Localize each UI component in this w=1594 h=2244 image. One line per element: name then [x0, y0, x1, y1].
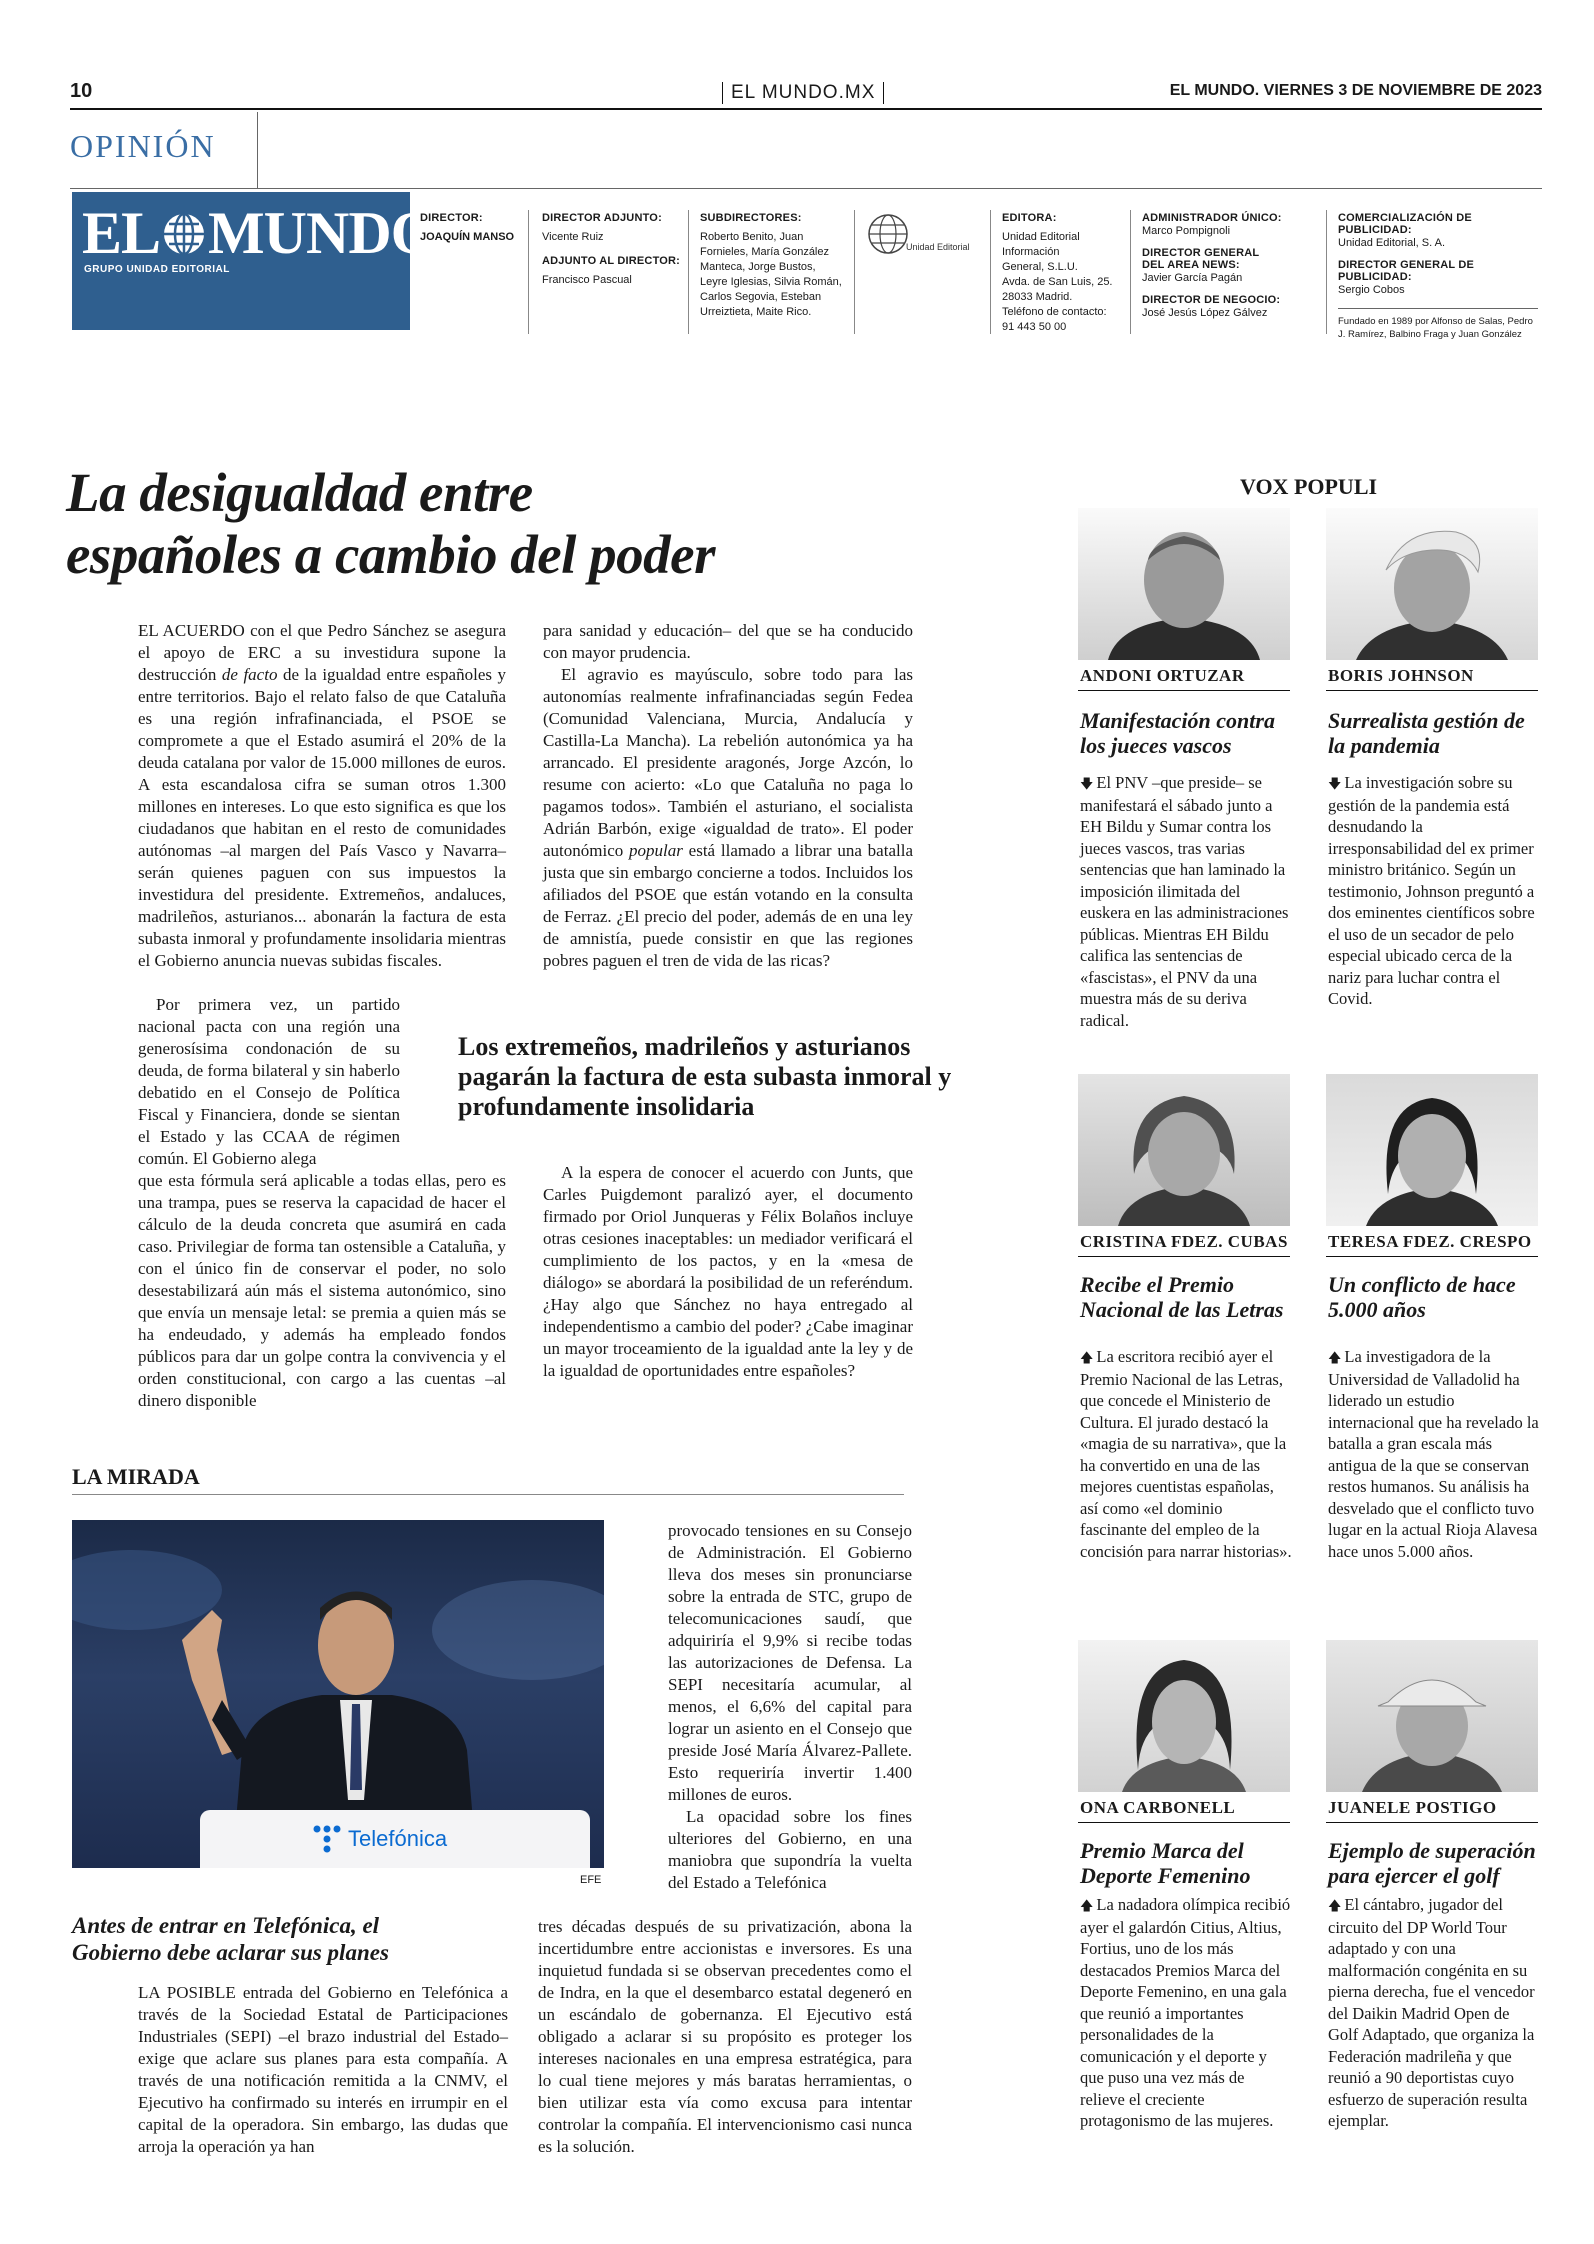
masthead-logo — [72, 192, 437, 330]
pull-quote: Los extremeños, madrileños y asturianos pagarán la factura de esta subasta inmoral y profundamente insolidaria — [458, 1032, 952, 1121]
adjunto-dir-name: Francisco Pascual — [542, 274, 632, 286]
mirada-headline-line: Antes de entrar en Telefónica, el — [72, 1913, 380, 1938]
fundado-line: Fundado en 1989 por Alfonso de Salas, Pedro — [1338, 316, 1533, 327]
arrow-up-icon: 🡅 — [1080, 1350, 1094, 1365]
page-number: 10 — [70, 80, 93, 102]
editorial-headline — [66, 462, 966, 586]
vox-photo-postigo — [1326, 1640, 1538, 1792]
subdirectores-line: Carlos Segovia, Esteban — [700, 291, 822, 303]
subdirectores-label: SUBDIRECTORES: — [700, 212, 802, 224]
vox-text-postigo — [1328, 1894, 1540, 2132]
editorial-col1-b — [138, 994, 400, 1170]
vox-body: La investigación sobre su gestión de la pandemia está desnudando la irresponsabilidad del ex primer ministro británico. Según un testimonio, Johnson preguntó a dos eminentes científicos sobre el uso de un secador de pelo especial ubicado cerca de la nariz para luchar contra el Covid. — [1328, 773, 1535, 1008]
vox-rule — [1326, 1822, 1538, 1823]
vox-name-carbonell: ONA CARBONELL — [1080, 1798, 1236, 1817]
mirada-col2-a — [668, 1520, 912, 1894]
editora-line: Unidad Editorial — [1002, 231, 1080, 243]
arrow-down-icon: 🡇 — [1080, 776, 1094, 791]
logo-left: EL — [82, 200, 161, 266]
logo-right: MUNDO — [208, 200, 437, 266]
editora-line: 28033 Madrid. — [1002, 291, 1073, 303]
subdirectores-line: Fornieles, María González — [700, 246, 829, 258]
vox-text-johnson — [1328, 772, 1540, 1010]
masthead-adjunto — [542, 212, 682, 288]
vox-name-postigo: JUANELE POSTIGO — [1328, 1798, 1497, 1817]
mirada-col1 — [138, 1982, 508, 2158]
dg-pub-label: DIRECTOR GENERAL DE PUBLICIDAD: — [1338, 259, 1475, 283]
masthead-divider-6 — [1326, 210, 1327, 334]
editorial-paragraph — [543, 664, 913, 972]
vox-body: El cántabro, jugador del circuito del DP World Tour adaptado y con una malformación congénita en su pierna derecha, fue el vencedor del Daikin Madrid Open de Golf Adaptado, que organiza la Federación madrileña y que reunió a 90 deportistas cuyo esfuerzo de superación resulta ejemplar. — [1328, 1895, 1535, 2130]
masthead-admin — [1142, 212, 1322, 321]
masthead-divider-3 — [854, 210, 855, 334]
telefonica-sign: Telefónica — [348, 1826, 448, 1851]
vox-photo-crespo — [1326, 1074, 1538, 1226]
headline-line-2: españoles a cambio del poder — [66, 524, 715, 585]
dg-news-label-2: DEL AREA NEWS: — [1142, 259, 1240, 271]
lead-in: EL ACUERDO — [138, 621, 245, 640]
masthead-divider-5 — [1130, 210, 1131, 334]
vox-text-carbonell — [1080, 1894, 1292, 2132]
negocio-name: José Jesús López Gálvez — [1142, 307, 1268, 319]
vox-rule — [1326, 690, 1538, 691]
text-span: entrada del Gobierno en Telefónica a través de la Sociedad Estatal de Participaciones Industriales (SEPI) –el brazo industrial del Estado– exige que aclare sus planes para esta compañía. A través de una notificación remitida a la CNMV, el Ejecutivo ha confirmado su interés en irrumpir en el capital de la operadora. Sin embargo, las dudas que arroja la operación ya han — [138, 1983, 508, 2156]
dg-news-name: Javier García Pagán — [1142, 272, 1243, 284]
globe-icon — [162, 201, 206, 245]
mirada-paragraph — [138, 1982, 508, 2158]
site-name — [722, 82, 884, 104]
vox-name-ortuzar: ANDONI ORTUZAR — [1080, 666, 1245, 685]
text-span: con el que Pedro Sánchez se asegura el apoyo de ERC a su investidura supone la destrucción — [138, 621, 506, 684]
director-label: DIRECTOR: — [420, 212, 483, 224]
vox-text-crespo — [1328, 1346, 1540, 1562]
vox-name-crespo: TERESA FDEZ. CRESPO — [1328, 1232, 1532, 1251]
admin-label: ADMINISTRADOR ÚNICO: — [1142, 212, 1282, 224]
editora-line: Teléfono de contacto: — [1002, 306, 1107, 318]
header-rule — [70, 108, 1542, 110]
section-rule — [70, 188, 1542, 189]
vox-rule — [1326, 1256, 1538, 1257]
vox-title-ortuzar: Manifestación contra los jueces vascos — [1080, 708, 1275, 758]
editora-line: Avda. de San Luis, 25. — [1002, 276, 1113, 288]
vox-name-johnson: BORIS JOHNSON — [1328, 666, 1474, 685]
masthead-director — [420, 212, 528, 245]
editorial-col2-b — [543, 1162, 913, 1382]
masthead-divider-2 — [688, 210, 689, 334]
vox-title-carbonell: Premio Marca del Deporte Femenino — [1080, 1838, 1251, 1888]
negocio-label: DIRECTOR DE NEGOCIO: — [1142, 294, 1281, 306]
comercial-name: Unidad Editorial, S. A. — [1338, 237, 1446, 249]
arrow-up-icon: 🡅 — [1080, 1898, 1094, 1913]
adjunto-dir-label: ADJUNTO AL DIRECTOR: — [542, 255, 681, 267]
subdirectores-line: Manteca, Jorge Bustos, — [700, 261, 816, 273]
vox-rule — [1078, 1822, 1290, 1823]
fundado-rule — [1338, 308, 1538, 309]
vox-photo-carbonell — [1078, 1640, 1290, 1792]
editorial-paragraph: Por primera vez, un partido nacional pacta con una región una generosísima condonación de su deuda, de forma bilateral y sin haberlo debatido en el Consejo de Política Fiscal y Financiera, donde se sientan el Estado y las CCAA de régimen común. El Gobierno alega — [138, 995, 400, 1168]
arrow-up-icon: 🡅 — [1328, 1350, 1342, 1365]
mirada-paragraph: tres décadas después de su privatización, abona la incertidumbre entre accionistas e inversores. Es una inquietud fundada si se observan precedentes como el de Indra, en la que el desembarco estatal degeneró en un escándalo de gobernanza. El Ejecutivo está obligado a aclarar si su propósito es proteger los intereses nacionales en una empresa estratégica, para lo cual tiene mejores y más baratas herramientas, o bien utilizar esta vía como excusa para intentar controlar la compañía. El intervencionismo casi nunca es la solución. — [538, 1917, 912, 2156]
editora-label: EDITORA: — [1002, 212, 1057, 224]
mirada-rule — [72, 1494, 904, 1495]
lead-in: LA POSIBLE — [138, 1983, 236, 2002]
vox-title-johnson: Surrealista gestión de la pandemia — [1328, 708, 1525, 758]
editorial-col2-a — [543, 620, 913, 972]
vox-body: El PNV –que preside– se manifestará el sábado junto a EH Bildu y Sumar contra los jueces vascos, tras varias sentencias que han laminado la imposición ilimitada del euskera en las administraciones públicas. Mientras EH Bildu califica las sentencias de «fascistas», el PNV da una muestra más de su deriva radical. — [1080, 773, 1289, 1030]
date-line: EL MUNDO. VIERNES 3 DE NOVIEMBRE DE 2023 — [1169, 82, 1542, 99]
editora-line: Información — [1002, 246, 1060, 258]
text-span: de la igualdad entre españoles y entre territorios. Bajo el relato falso de que Cataluña es una región infrafinanciada, el PSOE se compromete a que el Estado asumirá el 20% de la deuda catalana por valor de 15.000 millones de euros. A esta escandalosa cifra se suman otros 1.300 millones en intereses. Lo que esto significa es que los ciudadanos que habitan en el resto de comunidades autónomas –al margen del País Vasco y Navarra– serán quienes paguen con sus impuestos la investidura del presidente. Extremeños, andaluces, madrileños, asturianos... abonarán la factura de esta subasta inmoral y profundamente insolidaria mientras el Gobierno anuncia nuevas subidas fiscales. — [138, 665, 506, 970]
vox-text-ortuzar — [1080, 772, 1292, 1031]
italic-span: popular — [629, 841, 683, 860]
dg-pub-name: Sergio Cobos — [1338, 284, 1405, 296]
editorial-paragraph — [138, 620, 506, 972]
masthead-divider-1 — [528, 210, 529, 334]
vox-photo-johnson — [1326, 508, 1538, 660]
editorial-paragraph: que esta fórmula será aplicable a todas ellas, pero es una trampa, pues se reserva la capacidad de hacer el cálculo de la deuda concreta que asumirá en cada caso. Privilegiar de forma tan ostensible a Cataluña, y con el único fin de conservar el poder, no solo desestabilizará aún más el sistema autonómico, sino que envía un mensaje letal: se premia a quien más se ha endeudado, y además ha empleado fondos públicos para dar un golpe contra la convivencia y el orden constitucional, con cargo a las cuentas –al dinero disponible — [138, 1171, 506, 1410]
editorial-paragraph: para sanidad y educación– del que se ha conducido con mayor prudencia. — [543, 621, 913, 662]
vox-body: La investigadora de la Universidad de Valladolid ha liderado un estudio internacional que ha revelado la batalla a gran escala más antigua de la que se conservan restos humanos. Su análisis ha desvelado que el conflicto tuvo lugar en la actual Rioja Alavesa hace unos 5.000 años. — [1328, 1347, 1539, 1561]
text-span: El agravio es mayúsculo, sobre todo para las autonomías realmente infrafinanciadas según Fedea (Comunidad Valenciana, Murcia, Andalucía y Castilla-La Mancha). La rebelión autonómica ya ha arrancado. El presidente aragonés, Jorge Azcón, lo resume con acierto: «Lo que Cataluña no paga lo pagamos todos». También el asturiano, el socialista Adrián Barbón, exige «igualdad de trato». El poder autonómico — [543, 665, 913, 860]
vox-rule — [1078, 1256, 1290, 1257]
masthead-editora — [1002, 212, 1122, 335]
masthead-comercial — [1338, 212, 1548, 341]
mirada-label: LA MIRADA — [72, 1464, 200, 1489]
comercial-label: COMERCIALIZACIÓN DE PUBLICIDAD: — [1338, 212, 1472, 236]
vox-body: La escritora recibió ayer el Premio Nacional de las Letras, que concede el Ministerio de Cultura. El jurado destacó la «magia de su narrativa», que la ha convertido en una de las mejores cuentistas españolas, así como «el dominio fascinante del empleo de la concisión para narrar historias». — [1080, 1347, 1292, 1561]
section-title: OPINIÓN — [70, 128, 216, 164]
mirada-headline — [72, 1912, 592, 1966]
telefonica-logo-icon — [312, 1824, 342, 1858]
adjunto-label: DIRECTOR ADJUNTO: — [542, 212, 662, 224]
admin-name: Marco Pompignoli — [1142, 225, 1231, 237]
mirada-paragraph: provocado tensiones en su Consejo de Administración. El Gobierno lleva dos meses sin pronunciarse sobre la entrada de STC, grupo de telecomunicaciones saudí, que adquiriría el 9,9% si recibe todas las autorizaciones de Defensa. La SEPI necesitaría acumular, al menos, el 6,6% del capital para lograr un asiento en el Consejo que preside José María Álvarez-Pallete. Esto requeriría invertir 1.400 millones de euros. — [668, 1521, 912, 1804]
editora-line: General, S.L.U. — [1002, 261, 1078, 273]
masthead-subdirectores — [700, 212, 850, 320]
telefonica-lectern — [200, 1810, 590, 1868]
site-label: EL MUNDO.MX — [731, 82, 876, 103]
vox-title-crespo: Un conflicto de hace 5.000 años — [1328, 1272, 1516, 1322]
fundado-line: J. Ramírez, Balbino Fraga y Juan González — [1338, 329, 1522, 340]
mirada-paragraph: La opacidad sobre los fines ulteriores del Gobierno, en una maniobra que supondría la vuelta del Estado a Telefónica — [668, 1807, 912, 1892]
masthead-divider-4 — [990, 210, 991, 334]
logo-sub: GRUPO UNIDAD EDITORIAL — [84, 264, 230, 275]
section-divider — [257, 112, 258, 188]
unidad-globe-icon — [866, 212, 910, 256]
vox-title-postigo: Ejemplo de superación para ejercer el golf — [1328, 1838, 1536, 1888]
vox-title-cubas: Recibe el Premio Nacional de las Letras — [1080, 1272, 1284, 1322]
vox-photo-cubas — [1078, 1074, 1290, 1226]
vox-photo-ortuzar — [1078, 508, 1290, 660]
vox-rule — [1078, 690, 1290, 691]
editorial-col1-c — [138, 1170, 506, 1412]
mirada-headline-line: Gobierno debe aclarar sus planes — [72, 1940, 389, 1965]
vox-text-cubas — [1080, 1346, 1292, 1562]
subdirectores-line: Roberto Benito, Juan — [700, 231, 804, 243]
unidad-editorial-logo — [866, 212, 986, 272]
italic-span: de facto — [221, 665, 278, 684]
vox-name-cubas: CRISTINA FDEZ. CUBAS — [1080, 1232, 1288, 1251]
arrow-down-icon: 🡇 — [1328, 776, 1342, 791]
subdirectores-line: Urreiztieta, Maite Rico. — [700, 306, 812, 318]
mirada-col2-b — [538, 1916, 912, 2158]
vox-body: La nadadora olímpica recibió ayer el galardón Citius, Altius, Fortius, uno de los más destacados Premios Marca del Deporte Femenino, en una gala que reunió a importantes personalidades de la comunicación y el deporte y que puso una vez más de relieve el creciente protagonismo de las mujeres. — [1080, 1895, 1291, 2130]
editora-line: 91 443 50 00 — [1002, 321, 1067, 333]
vox-label: VOX POPULI — [1240, 474, 1378, 499]
text-span: está llamado a librar una batalla justa que sin embargo concierne a todos. Incluidos los afiliados del PSOE que están votando en la consulta de Ferraz. ¿El precio del poder, además de en una ley de amnistía, puede consistir en que las regiones pobres paguen el tren de vida de las ricas? — [543, 841, 913, 970]
unidad-label: Unidad Editorial — [906, 242, 970, 252]
dg-news-label-1: DIRECTOR GENERAL — [1142, 247, 1260, 259]
arrow-up-icon: 🡅 — [1328, 1898, 1342, 1913]
editorial-paragraph: A la espera de conocer el acuerdo con Junts, que Carles Puigdemont paralizó ayer, el documento firmado por Oriol Junqueras y Félix Bolaños incluye otras cesiones inaceptables: un mediador verificará el cumplimiento de los pactos, y en la «mesa de diálogo» se abordará la posibilidad de un referéndum. ¿Hay algo que Sánchez no haya entregado al independentismo a cambio del poder? ¿Cabe imaginar un mayor troceamiento de la igualdad ante la ley y de la igualdad de oportunidades entre españoles? — [543, 1163, 913, 1380]
director-name: JOAQUÍN MANSO — [420, 231, 515, 243]
telefonica-photo — [72, 1520, 604, 1868]
subdirectores-line: Leyre Iglesias, Silvia Román, — [700, 276, 842, 288]
photo-credit: EFE — [580, 1874, 602, 1886]
editorial-col1-a — [138, 620, 506, 972]
headline-line-1: La desigualdad entre — [66, 462, 533, 523]
adjunto-name: Vicente Ruiz — [542, 231, 604, 243]
